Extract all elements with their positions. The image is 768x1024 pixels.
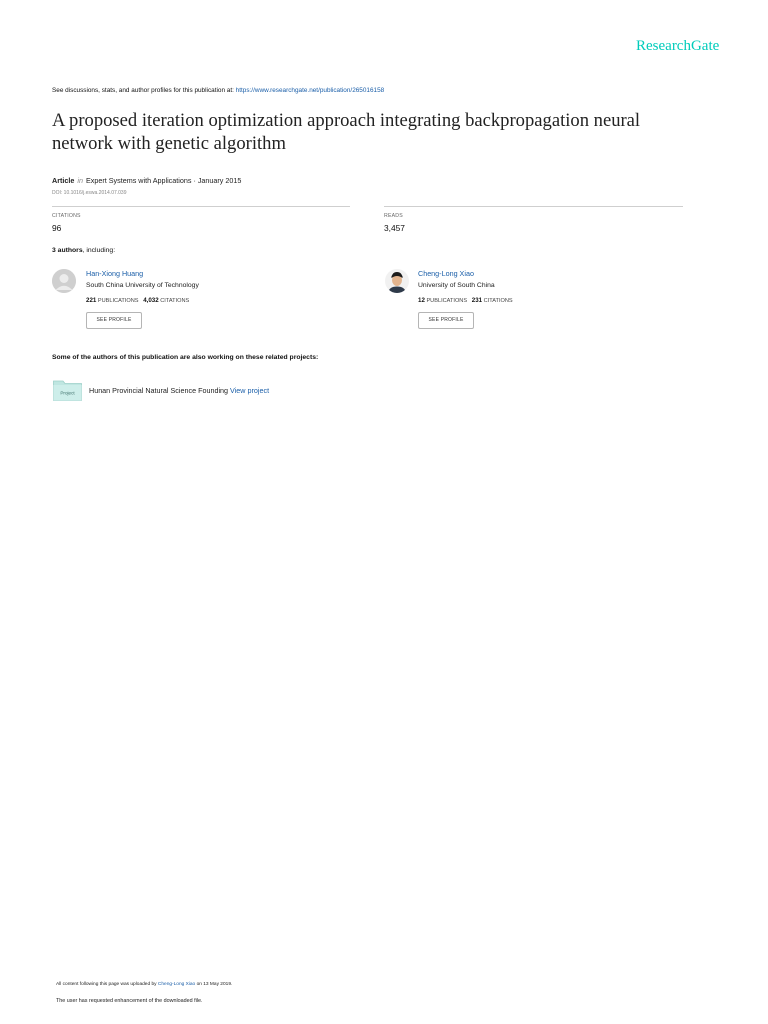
in-word: in bbox=[77, 176, 83, 185]
article-type: Article bbox=[52, 176, 75, 185]
upload-suffix: on 13 May 2019. bbox=[196, 982, 233, 987]
view-project-link[interactable]: View project bbox=[230, 386, 270, 395]
authors-suffix: , including: bbox=[82, 247, 116, 254]
publication-url-link[interactable]: https://www.researchgate.net/publication/265016158 bbox=[235, 87, 385, 94]
reads-divider bbox=[384, 206, 683, 207]
author-citations-count: 231 bbox=[471, 297, 483, 304]
publication-title: A proposed iteration optimization approach integrating backpropagation neural network with genetic algorithm bbox=[52, 110, 641, 154]
publication-meta bbox=[52, 176, 241, 185]
author-affiliation: South China University of Technology bbox=[86, 282, 199, 289]
see-profile-button[interactable]: SEE PROFILE bbox=[86, 312, 142, 329]
discussion-line bbox=[52, 87, 384, 94]
project-row bbox=[89, 386, 269, 395]
related-projects-heading: Some of the authors of this publication are also working on these related projects: bbox=[52, 354, 319, 361]
citations-divider bbox=[52, 206, 350, 207]
author-stats bbox=[86, 297, 189, 304]
author-name-link[interactable]: Cheng-Long Xiao bbox=[418, 269, 474, 278]
upload-prefix: All content following this page was uploaded by bbox=[56, 982, 157, 987]
author-portrait-icon bbox=[385, 269, 409, 293]
author-citations-count: 4,032 bbox=[143, 297, 159, 304]
project-icon-label: Project bbox=[60, 390, 75, 396]
user-silhouette-icon bbox=[52, 269, 76, 293]
authors-heading bbox=[52, 247, 115, 254]
authors-count: 3 authors bbox=[52, 247, 83, 254]
author-avatar-generic[interactable] bbox=[52, 269, 76, 293]
author-publications-label: PUBLICATIONS bbox=[426, 298, 468, 304]
author-publications-label: PUBLICATIONS bbox=[97, 298, 139, 304]
author-publications-count: 12 bbox=[418, 297, 425, 304]
doi-text: DOI: 10.1016/j.eswa.2014.07.039 bbox=[52, 190, 127, 196]
see-profile-button[interactable]: SEE PROFILE bbox=[418, 312, 474, 329]
author-photo[interactable] bbox=[385, 269, 409, 293]
project-name: Hunan Provincial Natural Science Founding bbox=[89, 386, 229, 395]
upload-note bbox=[56, 982, 232, 987]
author-citations-label: CITATIONS bbox=[160, 298, 190, 304]
author-name-link[interactable]: Han-Xiong Huang bbox=[86, 269, 144, 278]
author-publications-count: 221 bbox=[86, 297, 97, 304]
uploader-link[interactable]: Cheng-Long Xiao bbox=[157, 982, 196, 987]
project-folder-icon bbox=[53, 379, 82, 401]
discussion-text: See discussions, stats, and author profiles for this publication at: bbox=[52, 87, 234, 94]
author-stats bbox=[418, 297, 513, 304]
reads-label: READS bbox=[384, 213, 403, 219]
enhancement-note: The user has requested enhancement of the downloaded file. bbox=[56, 998, 203, 1004]
citations-value: 96 bbox=[52, 223, 62, 233]
author-citations-label: CITATIONS bbox=[483, 298, 513, 304]
author-affiliation: University of South China bbox=[418, 282, 495, 289]
researchgate-logo[interactable]: ResearchGate bbox=[636, 38, 720, 54]
journal-date: Expert Systems with Applications · January 2015 bbox=[85, 176, 242, 185]
reads-value: 3,457 bbox=[384, 223, 405, 233]
citations-label: CITATIONS bbox=[52, 213, 81, 219]
